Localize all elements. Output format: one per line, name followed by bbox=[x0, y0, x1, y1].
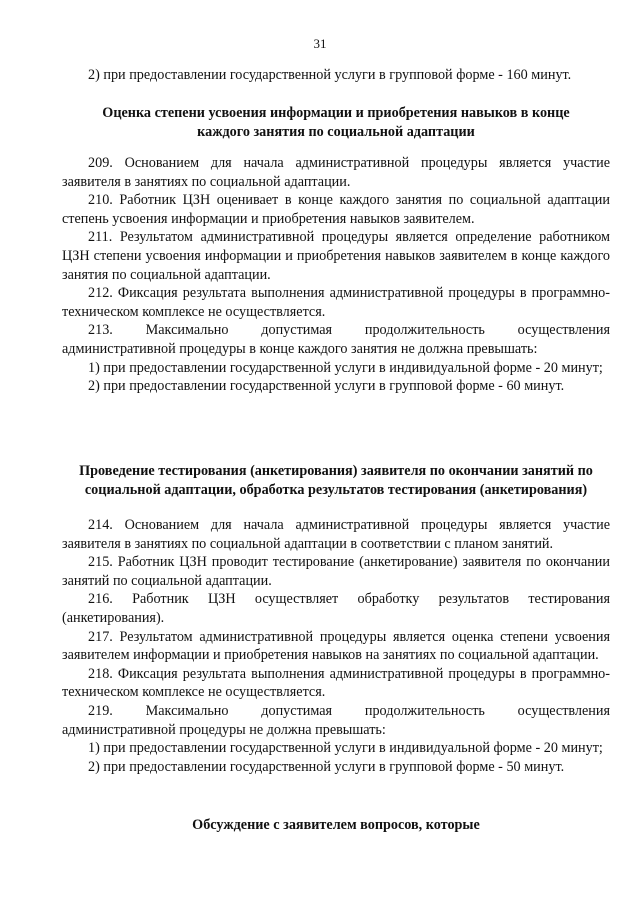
paragraph-213: 213. Максимально допустимая продолжительность осуществления административной процедуры в конце каждого занятия не должна превышать: bbox=[62, 322, 610, 357]
paragraph-210: 210. Работник ЦЗН оценивает в конце каждого занятия по социальной адаптации степень усвоения информации и приобретения навыков заявителем. bbox=[62, 192, 610, 227]
section1-heading-line: Оценка степени усвоения информации и приобретения навыков в конце bbox=[102, 105, 570, 121]
paragraph-213-item-1: 1) при предоставлении государственной услуги в индивидуальной форме - 20 минут; bbox=[88, 359, 603, 376]
section1-body bbox=[62, 154, 610, 396]
paragraph-219-item-1: 1) при предоставлении государственной услуги в индивидуальной форме - 20 минут; bbox=[88, 740, 603, 757]
intro-item: 2) при предоставлении государственной услуги в групповой форме - 160 минут. bbox=[88, 67, 572, 83]
paragraph-219: 219. Максимально допустимая продолжительность осуществления административной процедуры не должна превышать: bbox=[62, 702, 610, 738]
paragraph-216: 216. Работник ЦЗН осуществляет обработку результатов тестирования (анкетирования). bbox=[62, 591, 610, 626]
section1-heading-line: каждого занятия по социальной адаптации bbox=[197, 124, 475, 140]
page-number: 31 bbox=[313, 36, 327, 51]
paragraph-211: 211. Результатом административной процедуры является определение работником ЦЗН степени усвоения информации и приобретения навыков заявителем в конце каждого занятия по социальной адаптации. bbox=[62, 229, 610, 283]
section3-heading bbox=[62, 816, 610, 835]
paragraph-209: 209. Основанием для начала административной процедуры является участие заявителя в занятиях по социальной адаптации. bbox=[62, 155, 610, 190]
section3-heading-line: Обсуждение с заявителем вопросов, которые bbox=[192, 817, 480, 833]
paragraph-215: 215. Работник ЦЗН проводит тестирование (анкетирование) заявителя по окончании занятий по социальной адаптации. bbox=[62, 554, 610, 589]
paragraph-218: 218. Фиксация результата выполнения административной процедуры в программно-техническом комплексе не осуществляется. bbox=[62, 665, 610, 701]
paragraph-217: 217. Результатом административной процедуры является оценка степени усвоения заявителем информации и приобретения навыков на занятиях по социальной адаптации. bbox=[62, 628, 610, 664]
paragraph-213-item-2: 2) при предоставлении государственной услуги в групповой форме - 60 минут. bbox=[88, 378, 565, 395]
section2-heading-line: Проведение тестирования (анкетирования) заявителя по окончании занятий по bbox=[79, 463, 593, 479]
section2-heading-line: социальной адаптации, обработка результатов тестирования (анкетирования) bbox=[84, 482, 588, 498]
paragraph-212: 212. Фиксация результата выполнения административной процедуры в программно-техническом комплексе не осуществляется. bbox=[62, 285, 610, 320]
intro-block bbox=[62, 66, 610, 85]
paragraph-219-item-2: 2) при предоставлении государственной услуги в групповой форме - 50 минут. bbox=[88, 758, 565, 775]
paragraph-214: 214. Основанием для начала административной процедуры является участие заявителя в занятиях по социальной адаптации в соответствии с планом занятий. bbox=[62, 517, 610, 552]
section2-heading bbox=[62, 462, 610, 500]
section2-body bbox=[62, 516, 610, 776]
section1-heading bbox=[62, 104, 610, 142]
